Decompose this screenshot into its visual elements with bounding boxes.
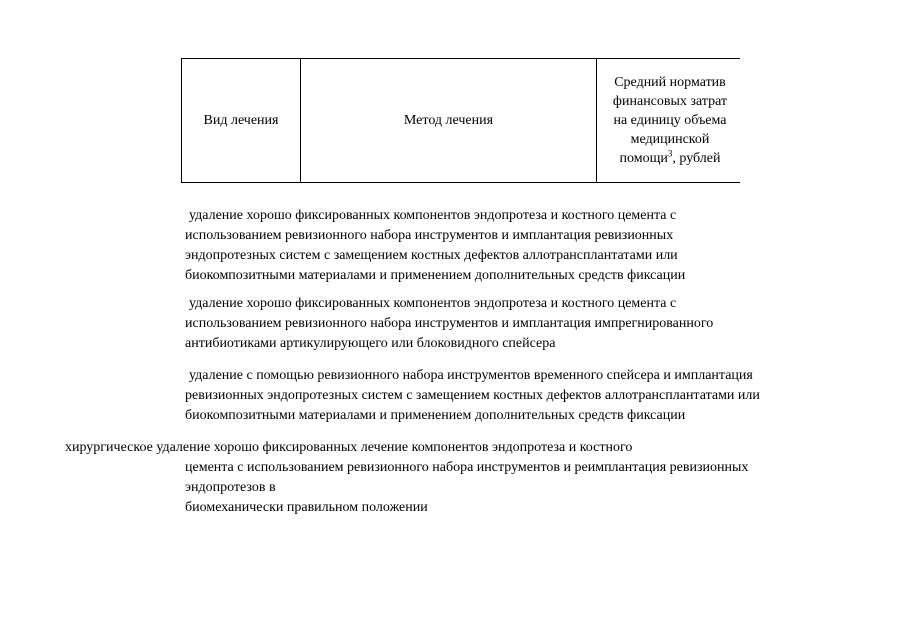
cost-line-text: , рублей <box>672 151 721 166</box>
method-line: эндопротезов в <box>185 480 276 495</box>
method-paragraph-2 <box>185 294 875 354</box>
cost-line: финансовых затрат <box>612 94 728 109</box>
cost-line <box>600 149 740 168</box>
cost-line: медицинской <box>630 132 710 147</box>
header-cell-cost <box>597 59 741 183</box>
method-line: биокомпозитными материалами и применением дополнительных средств фиксации <box>185 408 686 423</box>
footnote-marker: 3 <box>667 148 673 159</box>
cost-line: на единицу объема <box>613 113 727 128</box>
method-paragraph-3 <box>185 366 875 426</box>
method-paragraph-4 <box>185 458 875 518</box>
treatment-type-line: хирургическое удаление хорошо фиксированных лечение компонентов эндопротеза и костного <box>65 440 633 455</box>
method-line: удаление с помощью ревизионного набора инструментов временного спейсера и имплантация <box>189 368 753 383</box>
method-line: ревизионных эндопротезных систем с замещением костных дефектов аллотрансплантатами или <box>185 388 760 403</box>
method-line: биокомпозитными материалами и применением дополнительных средств фиксации <box>185 268 686 283</box>
cost-line: Средний норматив <box>614 75 726 90</box>
method-line: использованием ревизионного набора инструментов и имплантация ревизионных <box>185 228 674 243</box>
method-line: удаление хорошо фиксированных компонентов эндопротеза и костного цемента с <box>189 296 677 311</box>
method-line: цемента с использованием ревизионного набора инструментов и реимплантация ревизионных <box>185 460 749 475</box>
method-line: удаление хорошо фиксированных компонентов эндопротеза и костного цемента с <box>189 208 677 223</box>
method-line: использованием ревизионного набора инструментов и имплантация импрегнированного <box>185 316 714 331</box>
method-paragraph-1 <box>185 206 875 286</box>
method-line: биомеханически правильном положении <box>185 500 428 515</box>
method-line: антибиотиками артикулирующего или блоковидного спейсера <box>185 336 556 351</box>
header-row <box>182 59 741 183</box>
header-cell-type: Вид лечения <box>182 59 301 183</box>
header-table <box>181 58 740 183</box>
method-line: эндопротезных систем с замещением костных дефектов аллотрансплантатами или <box>185 248 678 263</box>
header-cell-method: Метод лечения <box>301 59 597 183</box>
cost-line-text: помощи <box>619 151 668 166</box>
